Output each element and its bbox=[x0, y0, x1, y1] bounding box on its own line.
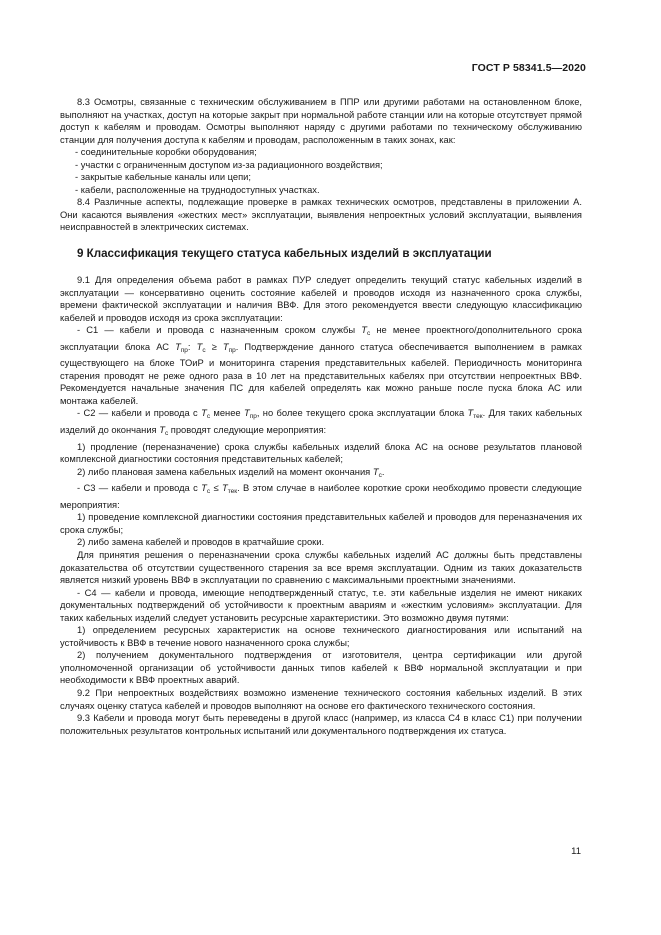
c3-measure-2: 2) либо замена кабелей и проводов в кратчайшие сроки. bbox=[77, 537, 325, 548]
paragraph-9-2: 9.2 При непроектных воздействиях возможно изменение технического состояния кабельных изделий. В этих случаях оценку статуса кабелей и проводов выполняют на основе его фактического технического состояния. bbox=[60, 687, 582, 711]
list-item: - кабели, расположенные на труднодоступных участках. bbox=[75, 184, 320, 195]
class-c4-paragraph: - С4 — кабели и провода, имеющие неподтвержденный статус, т.е. эти кабельные изделия не имеют никаких документальных подтверждений об устойчивости к проектным авариям и «жестким условиям» эксплуатации. Для таких кабельных изделий следует установить ресурсные характеристики. Это возможно двумя путями: bbox=[60, 587, 582, 623]
page-number: 11 bbox=[571, 846, 581, 857]
class-c2-paragraph: - С2 — кабели и провода с $T_с$ менее $T_{пр}$, но более текущего срока эксплуатации блока $T_{тек}$. Для таких кабельных изделий до окончания $T_с$ проводят следующие мероприятия: bbox=[60, 408, 582, 438]
list-item: - закрытые кабельные каналы или цепи; bbox=[75, 172, 252, 183]
document-code: ГОСТ Р 58341.5—2020 bbox=[471, 62, 586, 74]
paragraph-9-3: 9.3 Кабели и провода могут быть переведены в другой класс (например, из класса С4 в класс С1) при получении положительных результатов контрольных испытаний или документального подтверждения их статуса. bbox=[60, 713, 582, 736]
class-c3-paragraph: - С3 — кабели и провода с $T_с \le T_{тек}$. В этом случае в наиболее короткие сроки необходимо провести следующие мероприятия: bbox=[60, 483, 582, 510]
class-c1-paragraph: - С1 — кабели и провода с назначенным сроком службы $T_с$ не менее проектного/дополнительного срока эксплуатации блока АС $T_{пр}$: $T_с \ge T_{пр}$. Подтверждение данного статуса обеспечивается выполнением в рамках существующего на блоке ТОиР и мониторинга старения представительных кабелей. Периодичность мониторинга старения проводят не реже одного раза в 10 лет на представительных кабелях при отсутствии непроектных ВВФ. Рекомендуется начальные значения ПС для кабелей определять как можно раньше после пуска блока АС или монтажа кабелей. bbox=[60, 325, 582, 406]
paragraph-8-4: 8.4 Различные аспекты, подлежащие проверке в рамках технических осмотров, представлены в приложении А. Они касаются выявления «жестких мест» эксплуатации, выявления непроектных условий эксплуатации, выявления неисправностей в электрических системах. bbox=[60, 197, 582, 233]
list-item: - соединительные коробки оборудования; bbox=[75, 147, 257, 158]
page-body bbox=[60, 96, 582, 737]
c2-measure-1: 1) продление (переназначение) срока службы кабельных изделий блока АС на основе результатов плановой комплексной диагностики состояния представительных кабелей; bbox=[60, 441, 582, 465]
c3-measure-1: 1) проведение комплексной диагностики состояния представительных кабелей и проводов для переназначения их срока службы; bbox=[60, 512, 582, 535]
c2-measure-2: 2) либо плановая замена кабельных изделий на момент окончания $T_с$. bbox=[77, 466, 385, 479]
paragraph-9-1: 9.1 Для определения объема работ в рамках ПУР следует определить текущий статус кабельных изделий в эксплуатации — консервативно оценить состояние кабелей и проводов исходя из назначенного срока службы, времени фактической эксплуатации и наличия ВВФ. Для этого рекомендуется ввести следующую классификацию кабелей и проводов исходя из срока эксплуатации: bbox=[60, 275, 582, 323]
c4-method-1: 1) определением ресурсных характеристик на основе технического диагностирования или испытаний на устойчивость к ВВФ в течение нового назначенного срока службы; bbox=[60, 625, 582, 648]
section-9-heading: 9 Классификация текущего статуса кабельных изделий в эксплуатации bbox=[77, 247, 492, 261]
paragraph-decision: Для принятия решения о переназначении срока службы кабельных изделий АС должны быть представлены доказательства об отсутствии существенного старения за все время эксплуатации. Одним из таких доказательств является низкий уровень ВВФ в эксплуатации по сравнению с максимальными проектными значениями. bbox=[60, 549, 582, 586]
c4-method-2: 2) получением документального подтверждения от изготовителя, центра сертификации или другой уполномоченной организации об устойчивости данных типов кабелей к ВВФ нормальной эксплуатации и при необходимости к ВВФ проектных аварий. bbox=[60, 650, 582, 686]
paragraph-8-3: 8.3 Осмотры, связанные с техническим обслуживанием в ППР или другими работами на остановленном блоке, выполняют на участках, доступ на которые закрыт при нормальной работе станции или на которые отсутствует прямой доступ к кабелям и проводам. Осмотры выполняют наряду с другими работами по техническому обслуживанию станции для получения доступа к кабелям и проводам, расположенным в таких зонах, как: bbox=[60, 97, 582, 145]
list-item: - участки с ограниченным доступом из-за радиационного воздействия; bbox=[75, 159, 383, 170]
